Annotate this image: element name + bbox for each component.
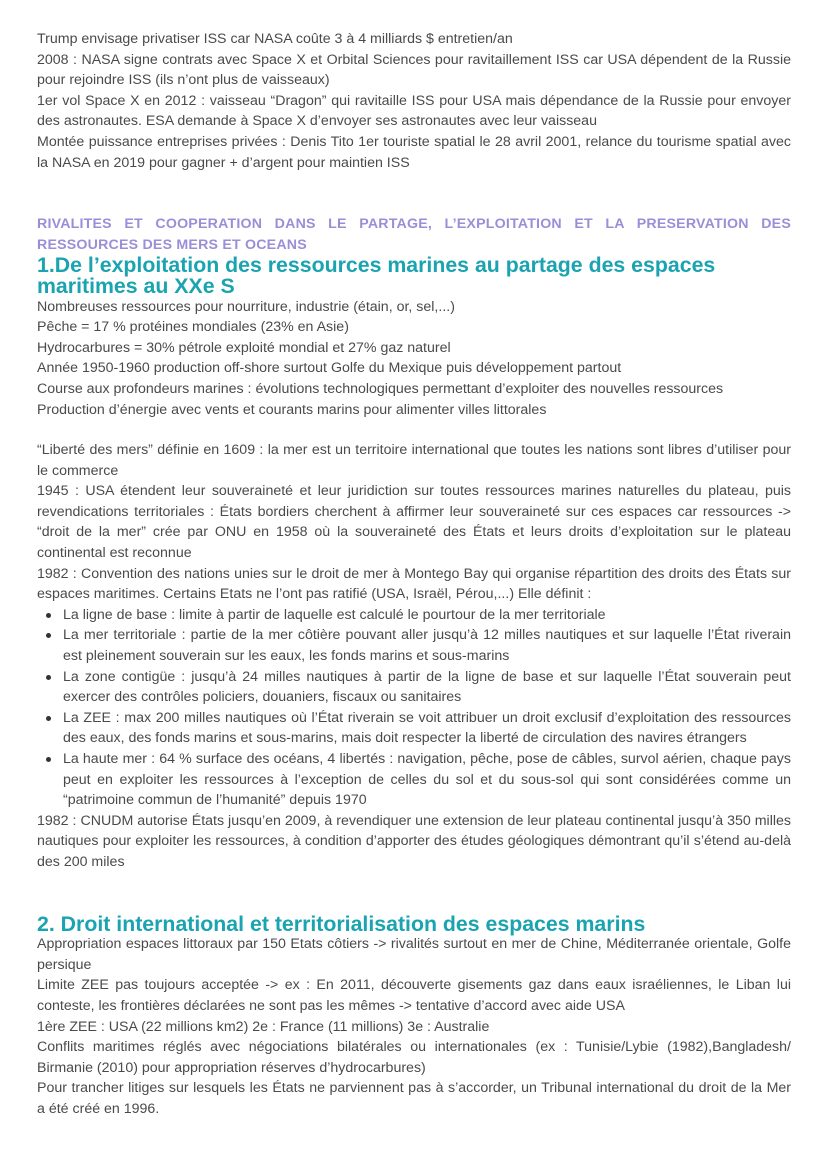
- section1-paragraph: 1945 : USA étendent leur souveraineté et leur juridiction sur toutes ressources marines naturelles du plateau, puis revendications territoriales : États bordiers cherchent à affirmer leur souveraineté sur ces espaces car ressources -> “droit de la mer” crée par ONU en 1958 où la souveraineté des États et leurs droits d’exploitation sur le plateau continental est reconnue: [37, 483, 791, 562]
- list-item: La mer territoriale : partie de la mer côtière pouvant aller jusqu’à 12 milles nautiques et sur laquelle l’État riverain est pleinement souverain sur les eaux, les fonds marins et sous-marins: [63, 625, 791, 666]
- section2-line: 1ère ZEE : USA (22 millions km2) 2e : France (11 millions) 3e : Australie: [37, 1018, 490, 1035]
- intro-line: Montée puissance entreprises privées : Denis Tito 1er touriste spatial le 28 avril 2001, relance du tourisme spatial avec la NASA en 2019 pour gagner + d’argent pour maintien ISS: [37, 133, 791, 171]
- intro-line: Trump envisage privatiser ISS car NASA coûte 3 à 4 milliards $ entretien/an: [37, 31, 513, 47]
- spacer: [37, 420, 791, 440]
- section1-line: Production d’énergie avec vents et courants marins pour alimenter villes littorales: [37, 401, 547, 418]
- list-item: La ligne de base : limite à partir de laquelle est calculé le pourtour de la mer territoriale: [63, 605, 791, 626]
- section2-line: Limite ZEE pas toujours acceptée -> ex : En 2011, découverte gisements gaz dans eaux israéliennes, le Liban lui conteste, les frontières déclarées ne sont pas les mêmes -> tentative d’accord avec aide USA: [37, 977, 791, 1014]
- spacer: [37, 873, 791, 914]
- section2-title: 2. Droit international et territorialisation des espaces marins: [37, 911, 646, 936]
- main-heading: RIVALITES ET COOPERATION DANS LE PARTAGE, L’EXPLOITATION ET LA PRESERVATION DES RESSOURCES DES MERS ET OCEANS: [37, 216, 791, 253]
- section2-line: Conflits maritimes réglés avec négociations bilatérales ou internationales (ex : Tunisie/Lybie (1982),Bangladesh/ Birmanie (2010) pour appropriation réserves d’hydrocarbures): [37, 1039, 791, 1076]
- section1-line: Hydrocarbures = 30% pétrole exploité mondial et 27% gaz naturel: [37, 339, 451, 356]
- section1-line: Pêche = 17 % protéines mondiales (23% en Asie): [37, 319, 349, 336]
- document-page: [37, 29, 791, 1120]
- list-item: La ZEE : max 200 milles nautiques où l’État riverain se voit attribuer un droit exclusif d’exploitation des ressources des eaux, des fonds marins et sous-marins, mais doit respecter la liberté de circulation des navires étrangers: [63, 708, 791, 749]
- section1-title: 1.De l’exploitation des ressources marines au partage des espaces maritimes au XXe S: [37, 253, 716, 298]
- intro-line: 2008 : NASA signe contrats avec Space X et Orbital Sciences pour ravitaillement ISS car USA dépendent de la Russie pour rejoindre ISS (ils n’ont plus de vaisseaux): [37, 51, 791, 89]
- intro-line: 1er vol Space X en 2012 : vaisseau “Dragon” qui ravitaille ISS pour USA mais dépendance de la Russie pour envoyer des astronautes. ESA demande à Space X d’envoyer ses astronautes avec leur vaisseau: [37, 92, 791, 130]
- section1-line: Année 1950-1960 production off-shore surtout Golfe du Mexique puis développement partout: [37, 360, 622, 377]
- section1-line: Course aux profondeurs marines : évolutions technologiques permettant d’exploiter des nouvelles ressources: [37, 380, 724, 397]
- list-item: La haute mer : 64 % surface des océans, 4 libertés : navigation, pêche, pose de câbles, survol aérien, chaque pays peut en exploiter les ressources à l’exception de celles du sol et du sous-sol qui sont considérées comme un “patrimoine commun de l’humanité” depuis 1970: [63, 749, 791, 811]
- section2-line: Pour trancher litiges sur lesquels les États ne parviennent pas à s’accorder, un Tribunal international du droit de la Mer a été créé en 1996.: [37, 1080, 791, 1117]
- definitions-list: [37, 605, 791, 811]
- list-item: La zone contigüe : jusqu’à 24 milles nautiques à partir de la ligne de base et sur laquelle l’État souverain peut exercer des contrôles policiers, douaniers, fiscaux ou sanitaires: [63, 667, 791, 708]
- section1-lines: [37, 297, 791, 421]
- section2-line: Appropriation espaces littoraux par 150 Etats côtiers -> rivalités surtout en mer de Chine, Méditerranée orientale, Golfe persique: [37, 936, 791, 973]
- section1-line: Nombreuses ressources pour nourriture, industrie (étain, or, sel,...): [37, 298, 455, 315]
- section1-paragraph: 1982 : Convention des nations unies sur le droit de mer à Montego Bay qui organise répartition des droits des États sur espaces maritimes. Certains Etats ne l’ont pas ratifié (USA, Israël, Pérou,...) Elle définit :: [37, 565, 791, 603]
- section1-closing: 1982 : CNUDM autorise États jusqu’en 2009, à revendiquer une extension de leur plateau continental jusqu’à 350 milles nautiques pour exploiter les ressources, à condition d’apporter des études géologiques démontrant qu’il s’étend au-delà des 200 miles: [37, 812, 791, 870]
- section2-lines: [37, 934, 791, 1119]
- intro-block: [37, 29, 791, 173]
- section1-paragraph: “Liberté des mers” définie en 1609 : la mer est un territoire international que toutes les nations sont libres d’utiliser pour le commerce: [37, 442, 791, 479]
- spacer: [37, 173, 791, 214]
- section1-paragraphs: [37, 440, 791, 605]
